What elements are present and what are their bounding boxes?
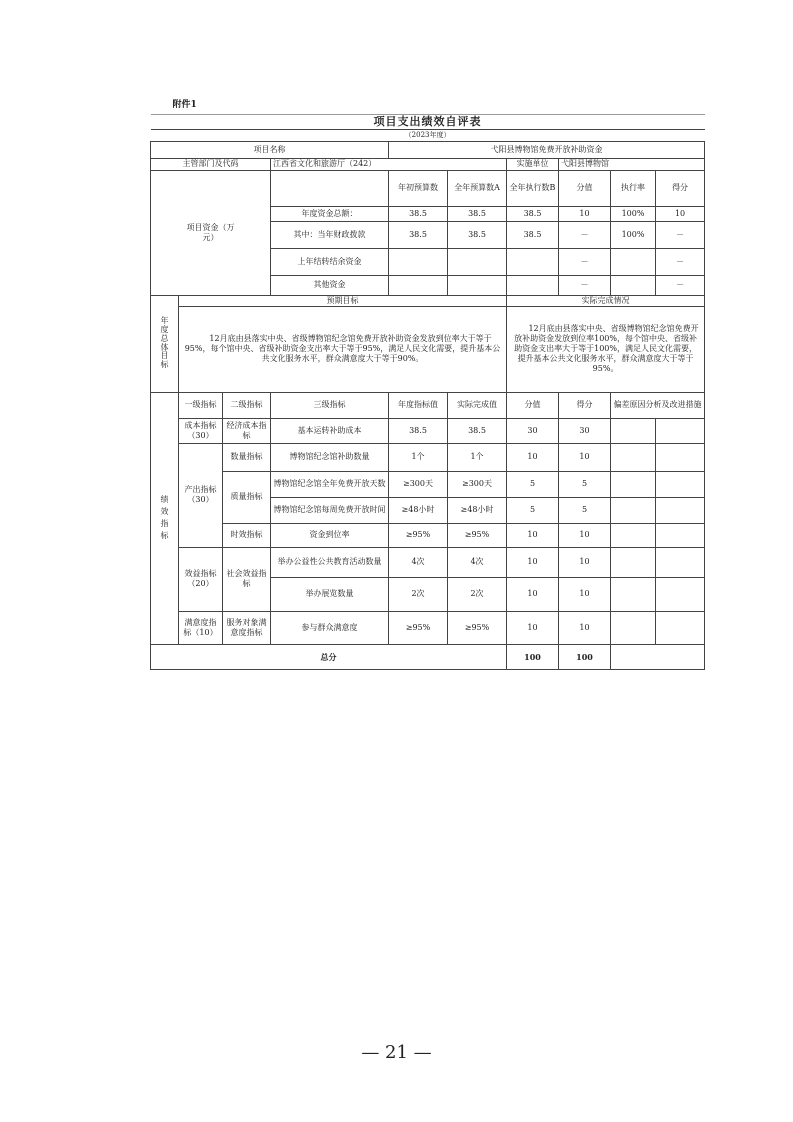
ind-score: 10 <box>507 577 559 611</box>
ind-actual: ≥95% <box>448 523 507 547</box>
ind-l1: 效益指标（20） <box>179 547 223 611</box>
funds-cell: － <box>559 248 611 275</box>
ind-l2: 社会效益指标 <box>223 547 271 611</box>
year-row <box>151 129 705 141</box>
goals-header-row <box>151 295 705 306</box>
ind-header: 一级指标 <box>179 392 223 418</box>
ind-l3: 博物馆纪念馆全年免费开放天数 <box>271 471 389 497</box>
ind-l3: 参与群众满意度 <box>271 611 389 644</box>
ind-l3: 举办公益性公共教育活动数量 <box>271 547 389 577</box>
ind-target: 38.5 <box>389 418 448 443</box>
funds-cell: － <box>656 221 705 248</box>
funds-cell <box>507 248 559 275</box>
dept-label: 主管部门及代码 <box>151 158 271 170</box>
funds-cell: 10 <box>559 206 611 221</box>
ind-l1: 成本指标（30） <box>179 418 223 443</box>
attachment-label: 附件1 <box>172 99 197 110</box>
total-score: 100 <box>507 644 559 669</box>
attachment-row <box>151 97 705 114</box>
ind-score: 30 <box>507 418 559 443</box>
ind-note <box>656 547 705 577</box>
evaluation-table <box>150 97 705 670</box>
ind-l3: 博物馆纪念馆每周免费开放时间 <box>271 497 389 523</box>
funds-cell: 38.5 <box>389 221 448 248</box>
ind-l1: 满意度指标（10） <box>179 611 223 644</box>
funds-cell: － <box>656 248 705 275</box>
funds-cell: 38.5 <box>448 206 507 221</box>
year-label: （2023年度） <box>404 130 451 139</box>
ind-l2: 服务对象满意度指标 <box>223 611 271 644</box>
ind-actual: 2次 <box>448 577 507 611</box>
ind-l3: 基本运转补助成本 <box>271 418 389 443</box>
expected-text: 12月底由县落实中央、省级博物馆纪念馆免费开放补助资金发放到位率大于等于95%，每个馆中央、省级补助资金支出率大于等于95%，满足人民文化需要，提升基本公共文化服务水平，群众满意度大于等于90%。 <box>179 306 507 392</box>
total-label: 总分 <box>151 644 507 669</box>
funds-cell: 38.5 <box>507 206 559 221</box>
funds-cell: － <box>559 275 611 295</box>
funds-cell: 38.5 <box>448 221 507 248</box>
ind-l2: 经济成本指标 <box>223 418 271 443</box>
ind-header: 二级指标 <box>223 392 271 418</box>
project-name-label: 项目名称 <box>151 141 389 158</box>
goals-label-text: 年度总体目标 <box>160 316 169 370</box>
project-name-row <box>151 141 705 158</box>
funds-cell: － <box>559 221 611 248</box>
goals-label <box>151 295 179 392</box>
ind-got: 30 <box>559 418 611 443</box>
ind-note <box>656 497 705 523</box>
ind-note <box>611 497 656 523</box>
indicator-row <box>151 523 705 547</box>
title-row <box>151 114 705 129</box>
ind-score: 10 <box>507 523 559 547</box>
ind-header: 偏差原因分析及改进措施 <box>611 392 705 418</box>
funds-cell <box>611 275 656 295</box>
ind-score: 10 <box>507 611 559 644</box>
ind-l2: 质量指标 <box>223 471 271 523</box>
ind-note <box>611 547 656 577</box>
ind-note <box>611 611 656 644</box>
ind-note <box>611 443 656 471</box>
funds-header-5: 得分 <box>656 170 705 206</box>
ind-header: 分值 <box>507 392 559 418</box>
ind-got: 10 <box>559 547 611 577</box>
ind-got: 5 <box>559 497 611 523</box>
funds-cell <box>389 275 448 295</box>
funds-header-0: 年初预算数 <box>389 170 448 206</box>
unit-value: 弋阳县博物馆 <box>559 158 705 170</box>
ind-actual: ≥300天 <box>448 471 507 497</box>
ind-actual: ≥48小时 <box>448 497 507 523</box>
actual-header: 实际完成情况 <box>507 295 705 306</box>
ind-got: 5 <box>559 471 611 497</box>
funds-cell: 100% <box>611 206 656 221</box>
funds-header-2: 全年执行数B <box>507 170 559 206</box>
ind-target: ≥48小时 <box>389 497 448 523</box>
actual-text: 12月底由县落实中央、省级博物馆纪念馆免费开放补助资金发放到位率100%，每个馆中央、省级补助资金支出率大于等于100%，满足人民文化需要，提升基本公共文化服务水平，群众满意度大于等于95%。 <box>507 306 705 392</box>
indicator-row <box>151 547 705 577</box>
indicators-label <box>151 392 179 644</box>
ind-header: 年度指标值 <box>389 392 448 418</box>
ind-header: 三级指标 <box>271 392 389 418</box>
ind-score: 5 <box>507 471 559 497</box>
ind-note <box>656 577 705 611</box>
ind-note <box>656 611 705 644</box>
funds-cell: － <box>656 275 705 295</box>
ind-l3: 资金到位率 <box>271 523 389 547</box>
page-title: 项目支出绩效自评表 <box>151 114 705 129</box>
ind-target: ≥95% <box>389 611 448 644</box>
ind-l3: 举办展览数量 <box>271 577 389 611</box>
total-got: 100 <box>559 644 611 669</box>
ind-note <box>611 418 656 443</box>
dept-row <box>151 158 705 170</box>
funds-blank <box>271 170 389 206</box>
ind-got: 10 <box>559 523 611 547</box>
funds-cell: 38.5 <box>389 206 448 221</box>
funds-label: 项目资金（万元） <box>151 170 271 295</box>
self-evaluation-sheet <box>150 97 704 670</box>
ind-got: 10 <box>559 443 611 471</box>
ind-got: 10 <box>559 577 611 611</box>
funds-row-name: 年度资金总额： <box>271 206 389 221</box>
funds-cell: 10 <box>656 206 705 221</box>
indicator-row <box>151 418 705 443</box>
indicator-row <box>151 471 705 497</box>
ind-target: 4次 <box>389 547 448 577</box>
indicator-row <box>151 443 705 471</box>
total-note <box>611 644 705 669</box>
funds-cell: 100% <box>611 221 656 248</box>
ind-score: 10 <box>507 443 559 471</box>
dept-value: 江西省文化和旅游厅（242） <box>271 158 507 170</box>
funds-header-3: 分值 <box>559 170 611 206</box>
ind-target: 2次 <box>389 577 448 611</box>
ind-note <box>656 471 705 497</box>
indicator-row <box>151 611 705 644</box>
funds-cell <box>611 248 656 275</box>
unit-label: 实施单位 <box>507 158 559 170</box>
ind-target: ≥95% <box>389 523 448 547</box>
ind-target: 1个 <box>389 443 448 471</box>
ind-actual: 4次 <box>448 547 507 577</box>
funds-cell <box>448 248 507 275</box>
goals-content-row <box>151 306 705 392</box>
funds-header-1: 全年预算数A <box>448 170 507 206</box>
funds-row-name: 其他资金 <box>271 275 389 295</box>
expected-header: 预期目标 <box>179 295 507 306</box>
project-name-value: 弋阳县博物馆免费开放补助资金 <box>389 141 705 158</box>
funds-header-row <box>151 170 705 206</box>
ind-got: 10 <box>559 611 611 644</box>
ind-note <box>611 471 656 497</box>
funds-cell <box>448 275 507 295</box>
funds-row-name: 上年结转结余资金 <box>271 248 389 275</box>
page-number: — 21 — <box>361 1042 432 1063</box>
indicators-label-text: 绩效指标 <box>160 495 169 540</box>
ind-score: 10 <box>507 547 559 577</box>
ind-score: 5 <box>507 497 559 523</box>
funds-cell: 38.5 <box>507 221 559 248</box>
ind-header: 实际完成值 <box>448 392 507 418</box>
ind-note <box>611 577 656 611</box>
ind-l2: 时效指标 <box>223 523 271 547</box>
ind-actual: 38.5 <box>448 418 507 443</box>
ind-note <box>656 443 705 471</box>
ind-l3: 博物馆纪念馆补助数量 <box>271 443 389 471</box>
funds-header-4: 执行率 <box>611 170 656 206</box>
ind-target: ≥300天 <box>389 471 448 497</box>
ind-l2: 数量指标 <box>223 443 271 471</box>
funds-row-name: 其中：当年财政拨款 <box>271 221 389 248</box>
funds-cell <box>389 248 448 275</box>
funds-cell <box>507 275 559 295</box>
ind-actual: 1个 <box>448 443 507 471</box>
ind-note <box>656 418 705 443</box>
ind-actual: ≥95% <box>448 611 507 644</box>
ind-header: 得分 <box>559 392 611 418</box>
total-row <box>151 644 705 669</box>
ind-l1: 产出指标（30） <box>179 443 223 547</box>
ind-note <box>656 523 705 547</box>
indicators-header-row <box>151 392 705 418</box>
ind-note <box>611 523 656 547</box>
